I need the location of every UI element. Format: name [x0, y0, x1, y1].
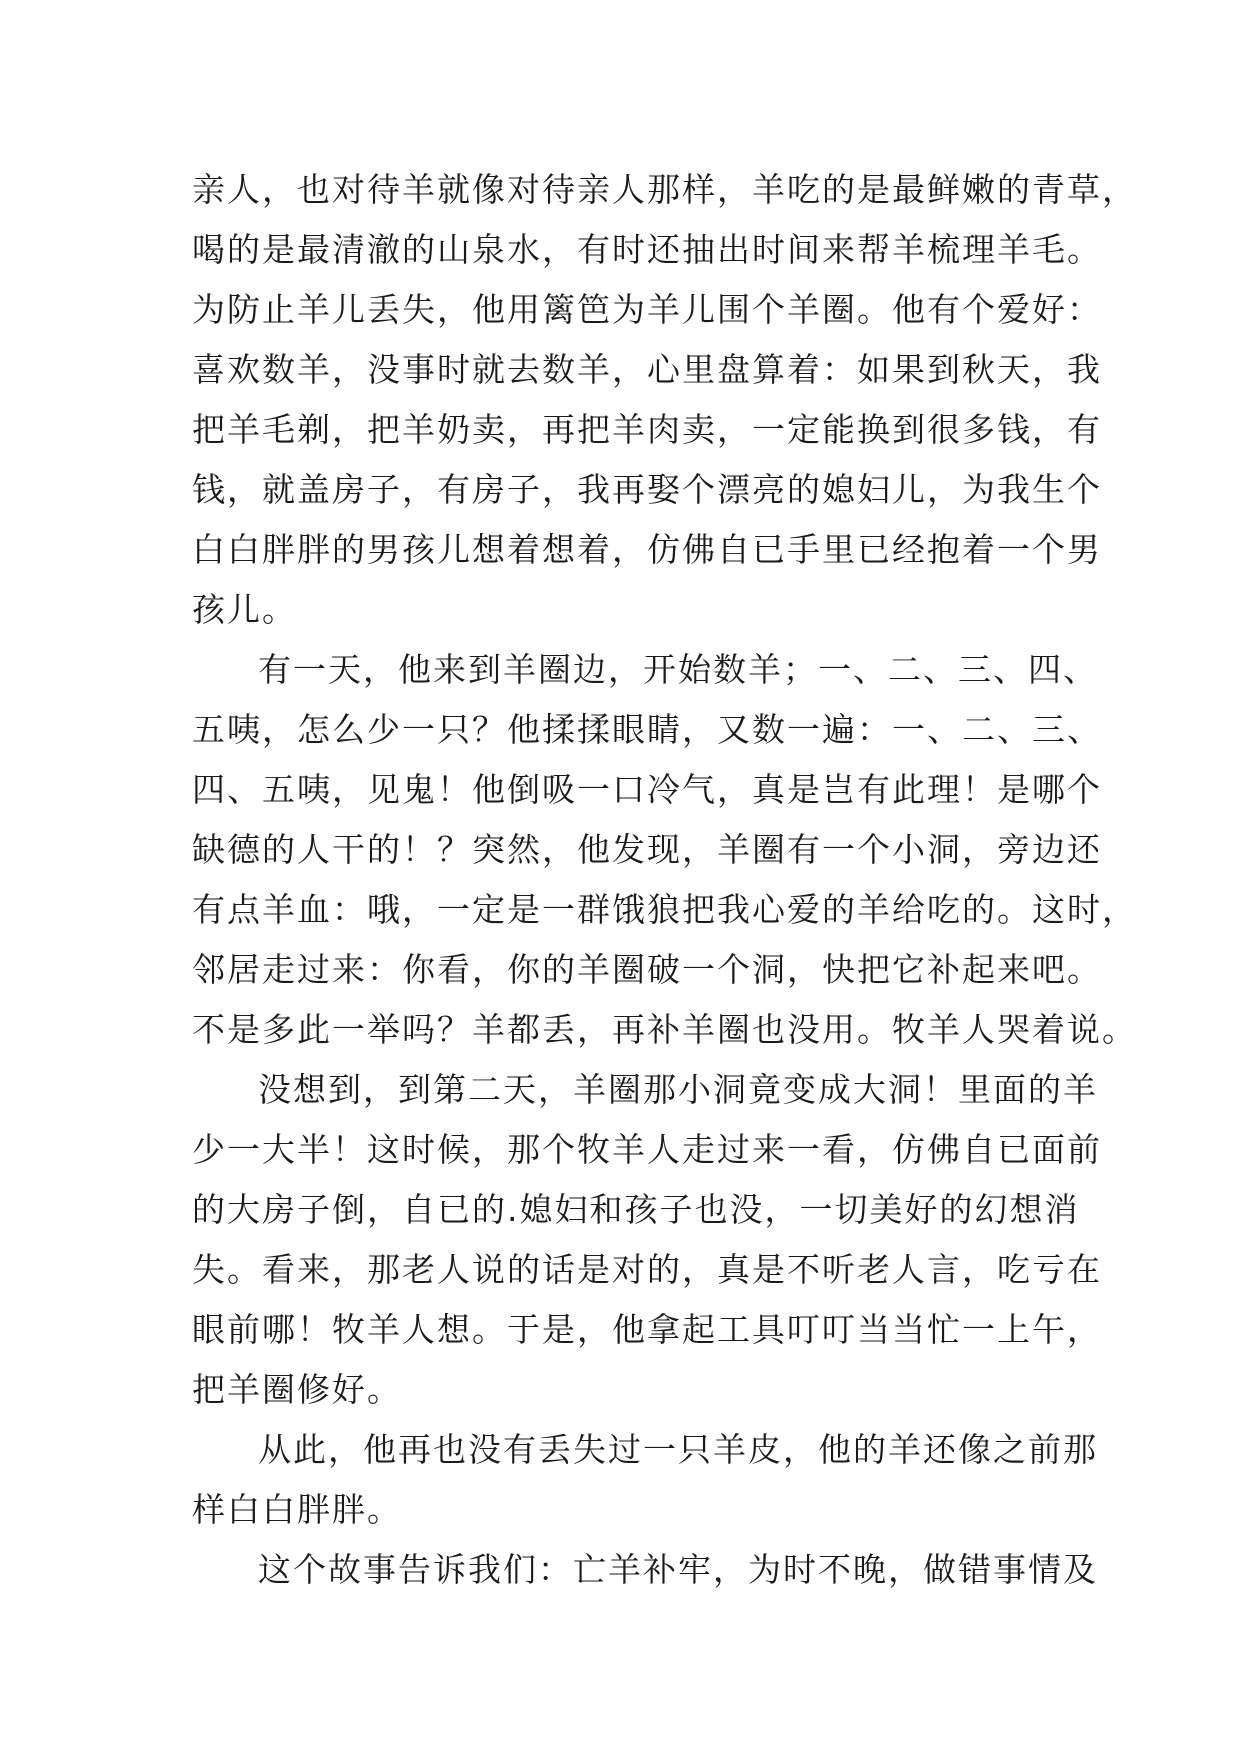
text-line: 缺德的人干的！？突然，他发现，羊圈有一个小洞，旁边还 — [192, 830, 1102, 869]
text-line: 五咦，怎么少一只？他揉揉眼睛，又数一遍：一、二、三、 — [192, 710, 1102, 749]
text-line: 样白白胖胖。 — [192, 1490, 402, 1529]
text-line: 亲人，也对待羊就像对待亲人那样，羊吃的是最鲜嫩的青草， — [192, 170, 1137, 209]
text-line: 把羊毛剃，把羊奶卖，再把羊肉卖，一定能换到很多钱，有 — [192, 410, 1102, 449]
text-line: 不是多此一举吗？羊都丢，再补羊圈也没用。牧羊人哭着说。 — [192, 1010, 1137, 1049]
paragraph-start-line: 没想到，到第二天，羊圈那小洞竟变成大洞！里面的羊 — [258, 1070, 1098, 1109]
paragraph-start-line: 这个故事告诉我们：亡羊补牢，为时不晚，做错事情及 — [258, 1550, 1098, 1589]
text-line: 的大房子倒，自已的.媳妇和孩子也没，一切美好的幻想消 — [192, 1190, 1080, 1229]
text-line: 钱，就盖房子，有房子，我再娶个漂亮的媳妇儿，为我生个 — [192, 470, 1102, 509]
paragraph-start-line: 从此，他再也没有丢失过一只羊皮，他的羊还像之前那 — [258, 1430, 1098, 1469]
text-line: 白白胖胖的男孩儿想着想着，仿佛自已手里已经抱着一个男 — [192, 530, 1102, 569]
text-line: 四、五咦，见鬼！他倒吸一口冷气，真是岂有此理！是哪个 — [192, 770, 1102, 809]
text-line: 喝的是最清澈的山泉水，有时还抽出时间来帮羊梳理羊毛。 — [192, 230, 1102, 269]
text-line: 少一大半！这时候，那个牧羊人走过来一看，仿佛自已面前 — [192, 1130, 1102, 1169]
text-line: 孩儿。 — [192, 590, 297, 629]
paragraph-start-line: 有一天，他来到羊圈边，开始数羊；一、二、三、四、 — [258, 650, 1098, 689]
text-line: 把羊圈修好。 — [192, 1370, 402, 1409]
text-line: 失。看来，那老人说的话是对的，真是不听老人言，吃亏在 — [192, 1250, 1102, 1289]
text-line: 眼前哪！牧羊人想。于是，他拿起工具叮叮当当忙一上午， — [192, 1310, 1102, 1349]
text-line: 有点羊血：哦，一定是一群饿狼把我心爱的羊给吃的。这时， — [192, 890, 1137, 929]
story-text — [192, 160, 1137, 1600]
text-line: 喜欢数羊，没事时就去数羊，心里盘算着：如果到秋天，我 — [192, 350, 1102, 389]
text-line: 邻居走过来：你看，你的羊圈破一个洞，快把它补起来吧。 — [192, 950, 1102, 989]
text-line: 为防止羊儿丢失，他用篱笆为羊儿围个羊圈。他有个爱好： — [192, 290, 1102, 329]
